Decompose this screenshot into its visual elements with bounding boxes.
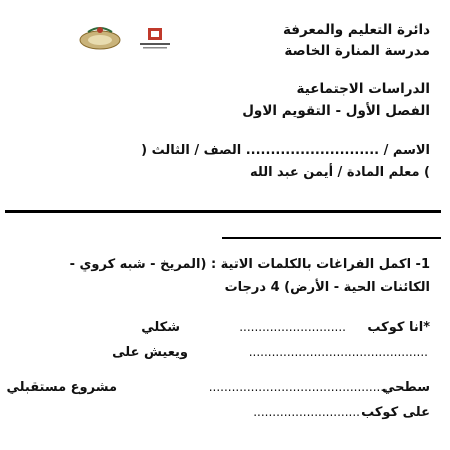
header-divider [5, 210, 441, 213]
subject-title: الدراسات الاجتماعية [296, 81, 430, 97]
row1-start: *انا كوكب [367, 320, 430, 335]
section-divider [222, 237, 441, 239]
department-title: دائرة التعليم والمعرفة [282, 22, 430, 38]
school-name: مدرسة المنارة الخاصة [284, 43, 430, 59]
row3-blank[interactable]: ............................................... [208, 380, 388, 394]
school-logos-icon [78, 24, 173, 52]
row4-start: على كوكب [361, 405, 430, 420]
row1-blank[interactable]: ............................ [239, 320, 346, 334]
row2-blank[interactable]: ............................................... [248, 345, 428, 359]
question-word-bank: الكائنات الحية - الأرض) 4 درجات [224, 280, 430, 295]
row3-start: سطحي [382, 380, 430, 395]
row1-end: شكلي [141, 320, 180, 335]
teacher-line: ) معلم المادة / أيمن عبد الله [250, 165, 430, 180]
term-title: الفصل الأول - التقويم الاول [242, 103, 430, 119]
row3-end: مشروع مستقبلي [6, 380, 117, 395]
row2-end: ويعيش على [112, 345, 188, 360]
row4-blank[interactable]: ............................ [253, 405, 360, 419]
question-instruction: 1- اكمل الفراغات بالكلمات الاتية : (المريخ - شبه كروي - [69, 257, 430, 272]
student-name-line: الاسم / ........................... الصف / الثالث ( [141, 143, 430, 158]
